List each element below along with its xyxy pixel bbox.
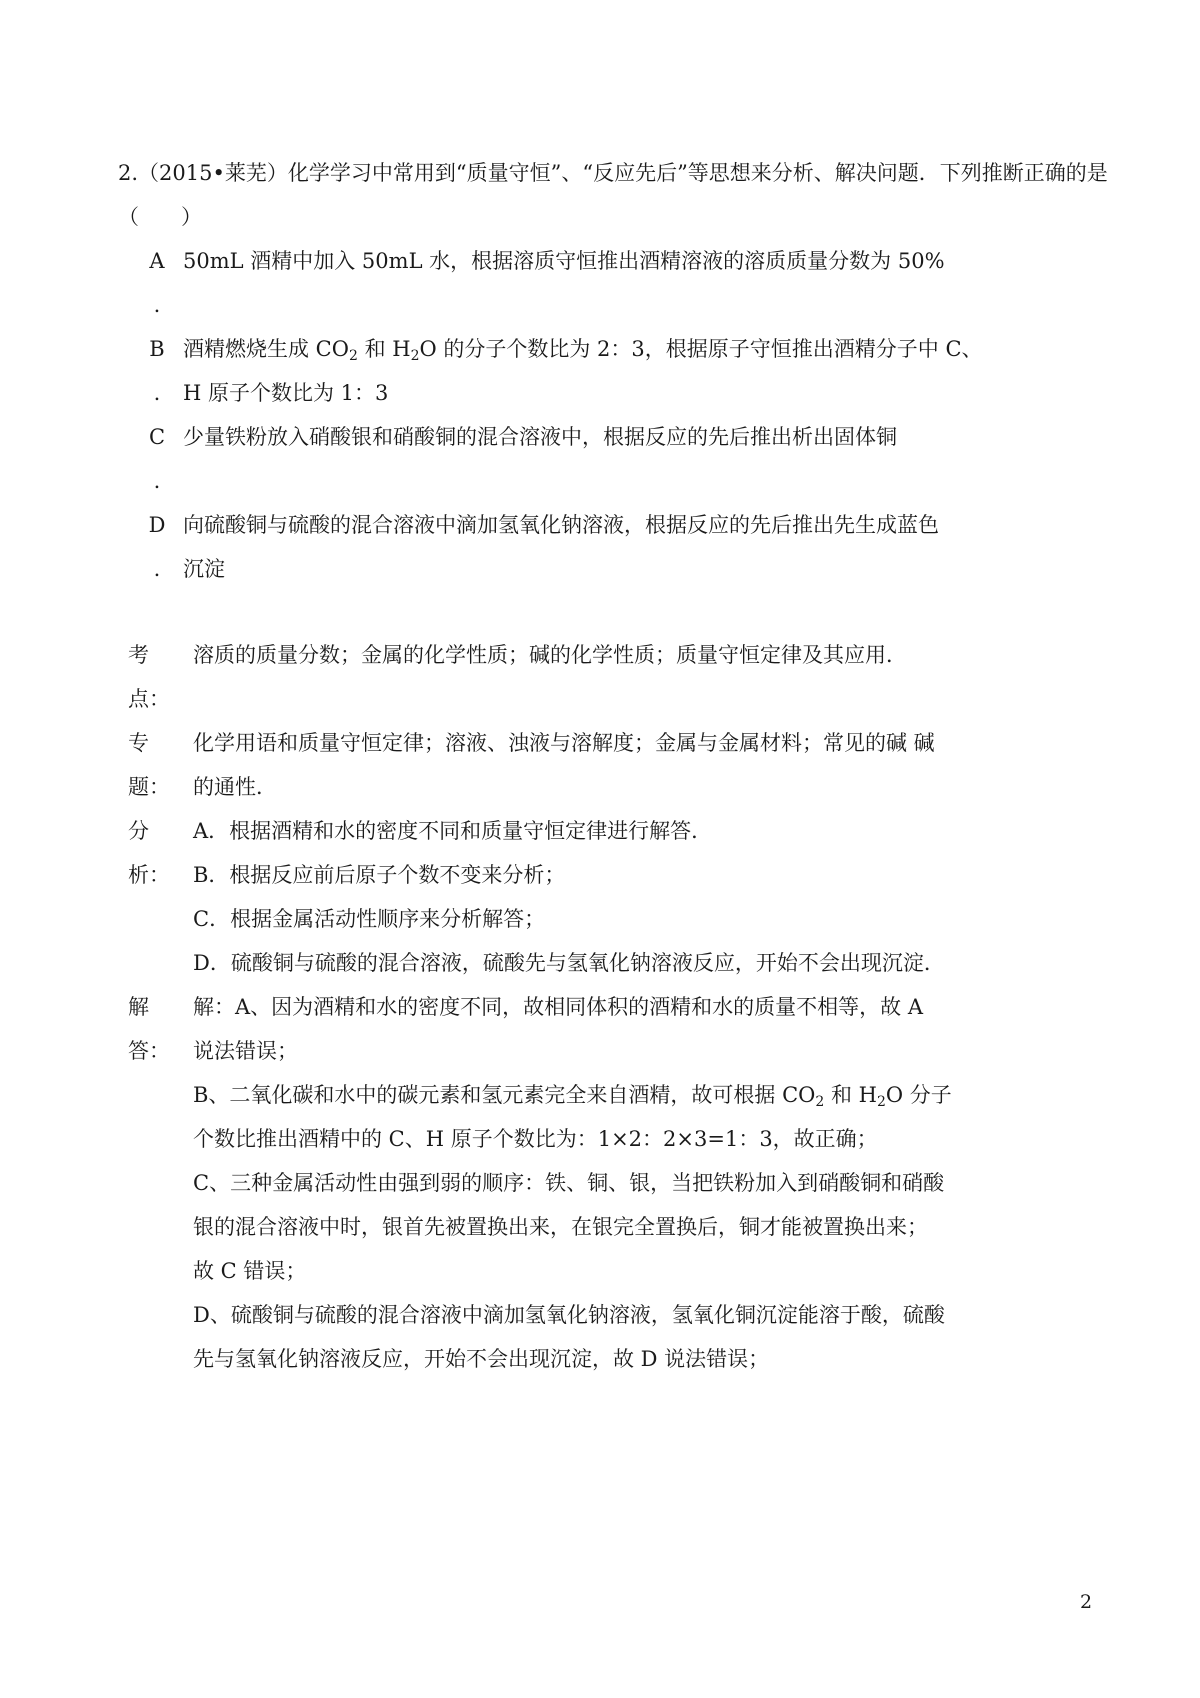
kaodian-label-1: 考: [128, 643, 149, 667]
option-a-text: 50mL 酒精中加入 50mL 水，根据溶质守恒推出酒精溶液的溶质质量分数为 50%: [183, 249, 945, 273]
answer-paren: （ ）: [118, 205, 202, 229]
jieda-c-3: 故 C 错误；: [193, 1259, 307, 1283]
jieda-b-1: B、二氧化碳和水中的碳元素和氢元素完全来自酒精，故可根据 $CO_2$ 和 $H_2O$ 分子: [193, 1083, 952, 1110]
option-d-text-cont: 沉淀: [183, 557, 225, 581]
option-a-dot: .: [153, 293, 161, 317]
question-stem: 2.（2015•莱芜）化学学习中常用到“质量守恒”、“反应先后”等思想来分析、解决问题．下列推断正确的是: [118, 161, 1108, 185]
jieda-b-2: 个数比推出酒精中的 C、H 原子个数比为：1×2：2×3=1：3，故正确；: [193, 1127, 878, 1151]
jieda-a-2: 说法错误；: [193, 1039, 298, 1063]
fenxi-label-1: 分: [128, 819, 149, 843]
fenxi-a: A．根据酒精和水的密度不同和质量守恒定律进行解答．: [193, 819, 713, 843]
zhuanti-label-2: 题：: [128, 775, 170, 799]
jieda-c-2: 银的混合溶液中时，银首先被置换出来，在银完全置换后，铜才能被置换出来；: [193, 1215, 928, 1239]
jieda-a-1: 解：A、因为酒精和水的密度不同，故相同体积的酒精和水的质量不相等，故 A: [193, 995, 924, 1019]
jieda-c-1: C、三种金属活动性由强到弱的顺序：铁、铜、银，当把铁粉加入到硝酸铜和硝酸: [193, 1171, 945, 1195]
option-d-text: 向硫酸铜与硫酸的混合溶液中滴加氢氧化钠溶液，根据反应的先后推出先生成蓝色: [183, 513, 939, 537]
fenxi-b: B．根据反应前后原子个数不变来分析；: [193, 863, 566, 887]
option-a-letter: A: [149, 249, 165, 273]
zhuanti-text-1: 化学用语和质量守恒定律；溶液、浊液与溶解度；金属与金属材料；常见的碱 碱: [193, 731, 935, 755]
option-d-dot: .: [153, 557, 161, 581]
fenxi-d: D．硫酸铜与硫酸的混合溶液，硫酸先与氢氧化钠溶液反应，开始不会出现沉淀．: [193, 951, 945, 975]
fenxi-label-2: 析：: [128, 863, 170, 887]
option-c-dot: .: [153, 469, 161, 493]
jieda-label-1: 解: [128, 995, 149, 1019]
kaodian-label-2: 点：: [128, 687, 170, 711]
option-c-text: 少量铁粉放入硝酸银和硝酸铜的混合溶液中，根据反应的先后推出析出固体铜: [183, 425, 897, 449]
option-b-letter: B: [149, 337, 165, 361]
zhuanti-text-2: 的通性．: [193, 775, 277, 799]
option-c-letter: C: [148, 425, 166, 449]
fenxi-c: C．根据金属活动性顺序来分析解答；: [193, 907, 546, 931]
zhuanti-label-1: 专: [128, 731, 149, 755]
option-b-text: 酒精燃烧生成 $CO_2$ 和 $H_2O$ 的分子个数比为 2：3，根据原子守恒推出酒精分子中 C、: [183, 337, 983, 364]
page-number: 2: [1080, 1591, 1093, 1613]
jieda-d-1: D、硫酸铜与硫酸的混合溶液中滴加氢氧化钠溶液，氢氧化铜沉淀能溶于酸，硫酸: [193, 1303, 945, 1327]
option-b-dot: .: [153, 381, 161, 405]
option-b-text-cont: H 原子个数比为 1：3: [183, 381, 389, 405]
jieda-label-2: 答：: [128, 1039, 170, 1063]
jieda-d-2: 先与氢氧化钠溶液反应，开始不会出现沉淀，故 D 说法错误；: [193, 1347, 770, 1371]
option-d-letter: D: [148, 513, 166, 537]
kaodian-text: 溶质的质量分数；金属的化学性质；碱的化学性质；质量守恒定律及其应用．: [193, 643, 907, 667]
